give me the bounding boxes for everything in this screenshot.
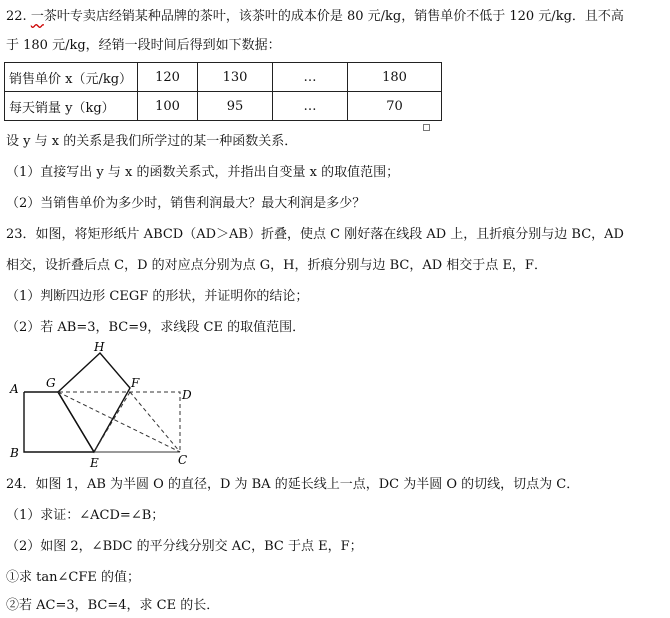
q22-relation-note: 设 y 与 x 的关系是我们所学过的某一种函数关系． — [6, 134, 298, 149]
label-E: E — [90, 456, 99, 469]
table-cell: 70 — [348, 92, 442, 121]
folded-flap — [58, 353, 130, 452]
table-row — [5, 63, 442, 92]
q22-line-2: 于 180 元/kg，经销一段时间后得到如下数据： — [6, 38, 281, 53]
table-cell: … — [273, 92, 348, 121]
table-cell: 120 — [138, 63, 198, 92]
table-cell: … — [273, 63, 348, 92]
q22-line-1 — [6, 8, 624, 26]
table-row — [5, 92, 442, 121]
q23-line-2: 相交，设折叠后点 C，D 的对应点分别为点 G，H，折痕分别与边 BC，AD 相交于点 E，F． — [6, 258, 547, 273]
q23-subquestion-1: （1）判断四边形 CEGF 的形状，并证明你的结论； — [6, 289, 309, 304]
original-rectangle-outline — [24, 392, 180, 452]
q22-subquestion-2: （2）当销售单价为多少时，销售利润最大？最大利润是多少？ — [6, 196, 366, 211]
table-cell: 100 — [138, 92, 198, 121]
table-cell: 130 — [198, 63, 273, 92]
q22-spellcheck-mark: 一 — [30, 9, 44, 24]
q24-line-1: 24．如图 1，AB 为半圆 O 的直径，D 为 BA 的延长线上一点，DC 为半圆 O 的切线，切点为 C． — [6, 477, 580, 492]
q24-subquestion-2: （2）如图 2，∠BDC 的平分线分别交 AC，BC 于点 E，F； — [6, 539, 363, 554]
label-C: C — [178, 453, 188, 467]
sales-data-table — [4, 62, 442, 121]
label-A: A — [10, 382, 19, 396]
q24-part-b: ②若 AC=3，BC=4，求 CE 的长． — [6, 598, 220, 613]
label-B: B — [10, 446, 19, 460]
row-label-price: 销售单价 x（元/kg） — [5, 63, 138, 92]
label-F: F — [131, 376, 140, 390]
q23-subquestion-2: （2）若 AB=3，BC=9，求线段 CE 的取值范围． — [6, 320, 306, 335]
table-cell: 95 — [198, 92, 273, 121]
q22-text: 茶叶专卖店经销某种品牌的茶叶，该茶叶的成本价是 80 元/kg，销售单价不低于 120 元/kg．且不高 — [43, 9, 624, 24]
q23-line-1: 23．如图，将矩形纸片 ABCD（AD＞AB）折叠，使点 C 刚好落在线段 AD 上，且折痕分别与边 BC，AD — [6, 227, 624, 242]
label-G: G — [46, 376, 56, 390]
rectangle-solid-edges — [24, 392, 94, 452]
q22-subquestion-1: （1）直接写出 y 与 x 的函数关系式，并指出自变量 x 的取值范围； — [6, 165, 400, 180]
segment-GE — [58, 392, 94, 452]
q24-subquestion-1: （1）求证：∠ACD=∠B； — [6, 508, 165, 523]
row-label-volume: 每天销量 y（kg） — [5, 92, 138, 121]
label-D: D — [182, 388, 192, 402]
q22-number: 22. — [6, 9, 27, 24]
q24-part-a: ①求 tan∠CFE 的值； — [6, 570, 140, 585]
folded-rectangle-figure — [4, 341, 196, 469]
table-cell: 180 — [348, 63, 442, 92]
label-H: H — [94, 341, 105, 354]
table-resize-handle[interactable] — [423, 124, 430, 131]
